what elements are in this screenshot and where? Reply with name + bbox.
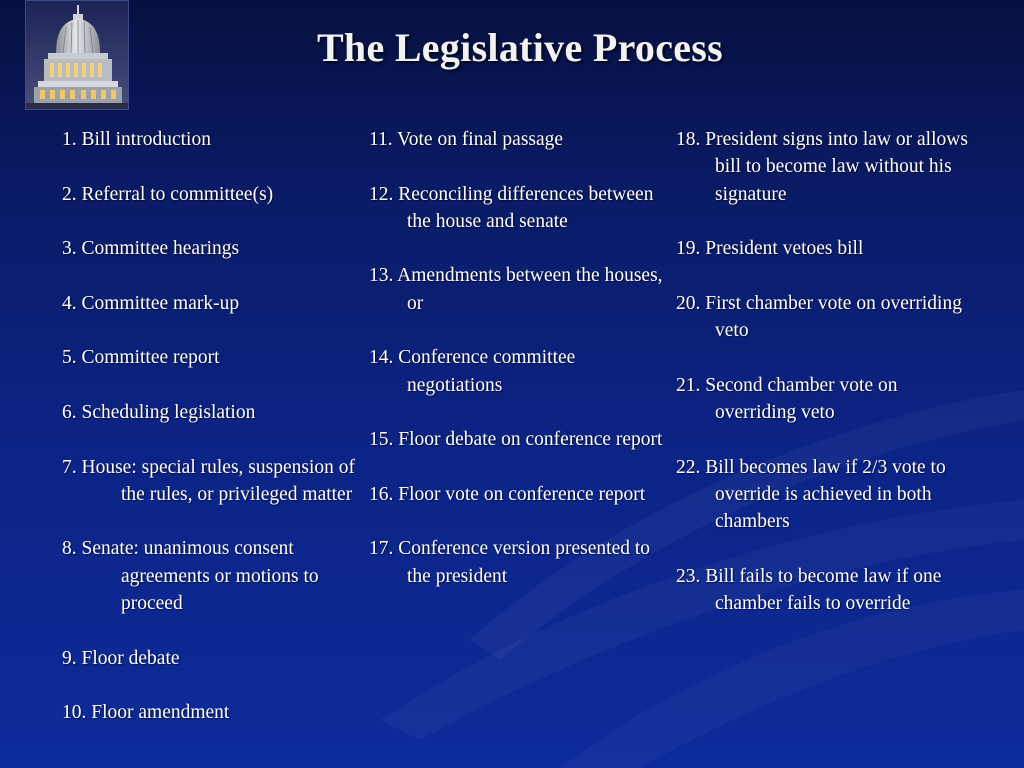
step-item: 20. First chamber vote on overriding veto	[676, 292, 962, 342]
step-item: 1. Bill introduction	[62, 129, 211, 150]
step-item: 13. Amendments between the houses, or	[369, 265, 663, 314]
step-item: 5. Committee report	[62, 347, 220, 369]
steps-column-1	[62, 126, 362, 754]
step-item: 9. Floor debate	[62, 647, 180, 669]
steps-column-3	[676, 126, 976, 645]
steps-column-2	[369, 126, 669, 617]
step-item: 11. Vote on final passage	[369, 129, 564, 150]
step-item: 6. Scheduling legislation	[62, 401, 256, 423]
step-item: 2. Referral to committee(s)	[62, 183, 274, 205]
step-item: 15. Floor debate on conference report	[369, 429, 663, 451]
step-item: 12. Reconciling differences between the house and senate	[369, 183, 654, 232]
step-item: 16. Floor vote on conference report	[369, 483, 646, 505]
step-item: 17. Conference version presented to the president	[369, 538, 651, 587]
step-item: 21. Second chamber vote on overriding veto	[676, 374, 898, 423]
step-item: 19. President vetoes bill	[676, 238, 864, 260]
step-item: 10. Floor amendment	[62, 702, 230, 724]
step-item: 14. Conference committee negotiations	[369, 347, 576, 396]
slide-title: The Legislative Process	[316, 25, 724, 70]
step-item: 8. Senate: unanimous consent agreements or motions to proceed	[62, 538, 319, 615]
step-item: 18. President signs into law or allows bill to become law without his signature	[676, 129, 968, 205]
step-item: 22. Bill becomes law if 2/3 vote to override is achieved in both chambers	[676, 456, 946, 533]
step-item: 7. House: special rules, suspension of the rules, or privileged matter	[62, 456, 355, 505]
step-item: 3. Committee hearings	[62, 238, 240, 260]
step-item: 4. Committee mark-up	[62, 292, 240, 314]
step-item: 23. Bill fails to become law if one chamber fails to override	[676, 565, 942, 615]
